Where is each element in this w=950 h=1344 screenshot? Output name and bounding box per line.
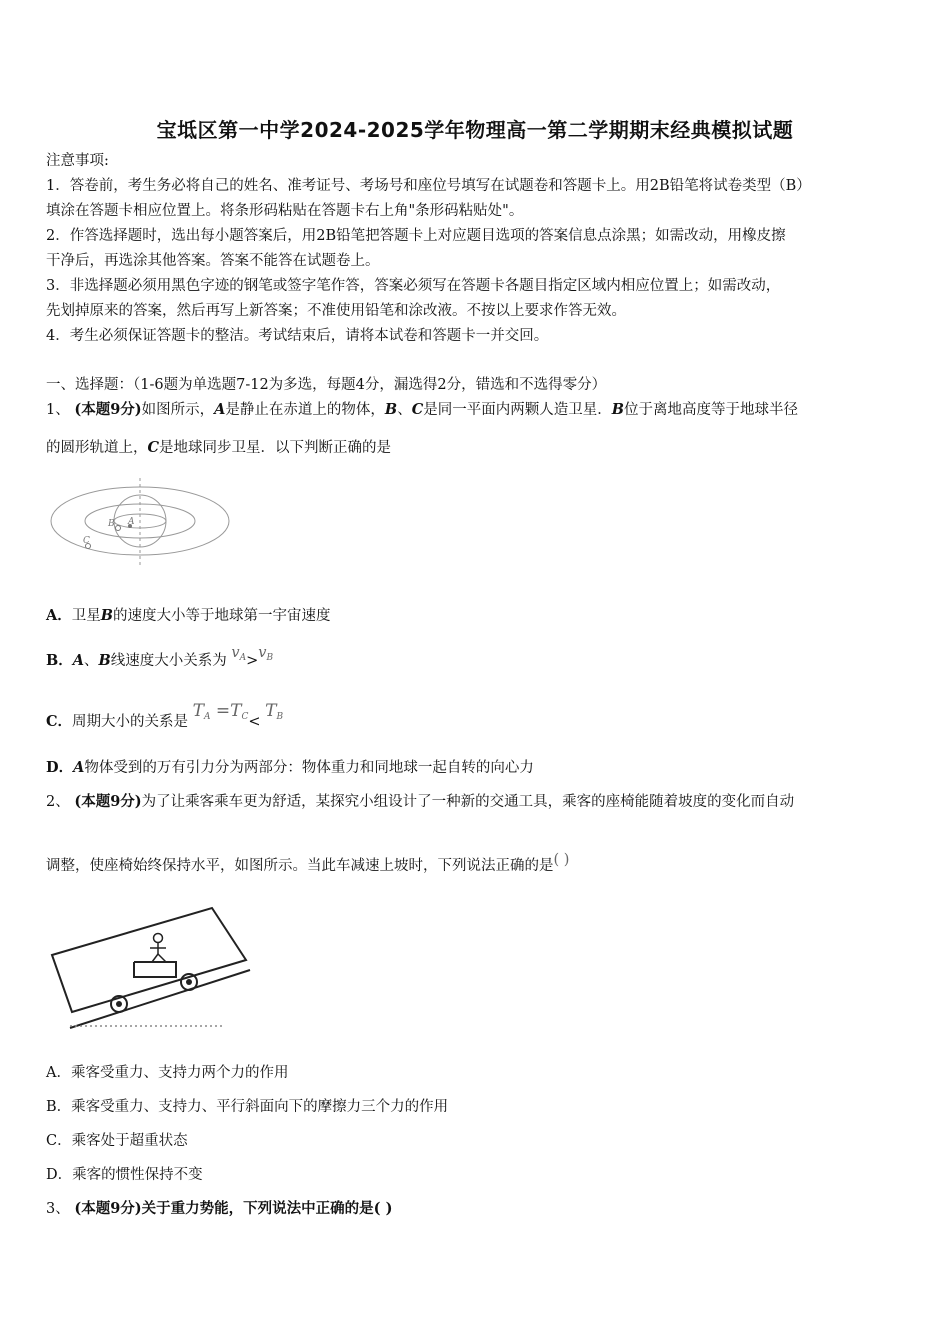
notice-item-4: 4．考生必须保证答题卡的整洁。考试结束后，请将本试卷和答题卡一并交回。	[46, 328, 549, 344]
formula-sub-a: A	[204, 712, 211, 722]
formula-sub-b: B	[266, 653, 274, 663]
q3-number: 3、	[46, 1201, 70, 1217]
seat	[134, 962, 176, 977]
q1-text: 是地球同步卫星．以下判断正确的是	[159, 440, 392, 456]
formula-v: v	[258, 645, 267, 661]
q2-score: (本题9分)	[74, 793, 142, 810]
point-b-marker	[116, 526, 121, 531]
wheel-rear-hub	[116, 1001, 122, 1007]
q2-option-b[interactable]: B．乘客受重力、支持力、平行斜面向下的摩擦力三个力的作用	[46, 1099, 449, 1115]
option-label: D．	[46, 759, 74, 776]
q2-stem-line1	[46, 793, 794, 811]
page-title: 宝坻区第一中学2024-2025学年物理高一第二学期期末经典模拟试题	[156, 118, 794, 142]
notice-heading: 注意事项:	[46, 153, 109, 169]
q1-var-b: B	[384, 401, 398, 418]
option-text: 卫星	[71, 608, 101, 624]
formula-sub-b: B	[276, 712, 284, 722]
wheel-front-hub	[186, 979, 192, 985]
label-b: B	[108, 519, 115, 529]
formula-lt: <	[248, 714, 261, 730]
q1-var-b: B	[611, 401, 624, 418]
orbit-diagram	[46, 476, 236, 572]
q1-option-d[interactable]	[46, 759, 534, 777]
formula-sub-c: C	[241, 712, 249, 722]
answer-paren: ( )	[553, 852, 570, 868]
q1-stem-line1	[46, 401, 798, 419]
q1-option-b[interactable]	[46, 645, 274, 675]
q1-text: 、	[397, 402, 412, 418]
q1-var-a: A	[214, 401, 226, 418]
q1-text: 如图所示，	[141, 402, 215, 418]
q1-option-c[interactable]	[46, 701, 284, 736]
q1-score: (本题9分)	[74, 401, 142, 418]
notice-item-3: 3．非选择题必须用黑色字迹的钢笔或签字笔作答，答案必须写在答题卡各题目指定区域内相应位置上；如需改动，	[46, 278, 781, 294]
notice-item-2: 2．作答选择题时，选出每小题答案后，用2B铅笔把答题卡上对应题目选项的答案信息点涂黑；如需改动，用橡皮擦	[46, 228, 786, 244]
notice-item-2-cont: 干净后，再选涂其他答案。答案不能答在试题卷上。	[46, 253, 380, 269]
option-text: 线速度大小关系为	[110, 653, 227, 669]
q1-text: 位于离地高度等于地球半径	[624, 402, 798, 418]
formula-v-relation	[258, 644, 273, 667]
formula-sub-a: A	[239, 653, 247, 663]
q1-option-a[interactable]	[46, 607, 331, 625]
formula-eq: =	[215, 701, 231, 721]
vehicle-diagram	[46, 900, 256, 1036]
passenger-figure	[150, 934, 166, 963]
q2-text: 调整，使座椅始终保持水平，如图所示。当此车减速上坡时，下列说法正确的是	[46, 858, 554, 874]
q2-stem-line2	[46, 852, 570, 875]
option-text: 、	[84, 653, 99, 669]
q1-var-b: B	[100, 607, 114, 624]
option-label: C．	[46, 713, 73, 730]
formula-gt: >	[246, 653, 259, 669]
formula-t-relation	[265, 702, 283, 726]
q1-var-c: C	[147, 439, 160, 456]
slope-line	[70, 970, 250, 1028]
q1-text: 是静止在赤道上的物体，	[225, 402, 385, 418]
formula-v: v	[231, 645, 240, 661]
label-a: A	[128, 517, 135, 527]
q3-text: 关于重力势能，下列说法中正确的是( )	[141, 1200, 393, 1217]
option-text: 周期大小的关系是	[72, 714, 189, 730]
q1-text: 是同一平面内两颗人造卫星．	[423, 402, 612, 418]
formula-v-relation	[231, 644, 246, 667]
notice-item-3-cont: 先划掉原来的答案，然后再写上新答案；不准使用铅笔和涂改液。不按以上要求作答无效。	[46, 303, 626, 319]
q2-option-d[interactable]: D．乘客的惯性保持不变	[46, 1167, 203, 1183]
q2-number: 2、	[46, 794, 70, 810]
option-label: A．	[46, 607, 72, 624]
section-heading: 一、选择题：（1-6题为单选题7-12为多选，每题4分，漏选得2分，错选和不选得零分）	[46, 377, 607, 393]
notice-item-1-cont: 填涂在答题卡相应位置上。将条形码粘贴在答题卡右上角"条形码粘贴处"。	[46, 203, 524, 219]
q1-var-c: C	[411, 401, 424, 418]
formula-t: T	[192, 701, 204, 721]
q1-var-a: A	[72, 652, 85, 669]
notice-item-1: 1．答卷前，考生务必将自己的姓名、准考证号、考场号和座位号填写在试题卷和答题卡上。用2B铅笔将试卷类型（B）	[46, 178, 811, 194]
option-text: 物体受到的万有引力分为两部分：物体重力和同地球一起自转的向心力	[84, 760, 534, 776]
q1-stem-line2	[46, 439, 391, 457]
formula-t-relation	[193, 702, 249, 726]
q2-text: 为了让乘客乘车更为舒适，某探究小组设计了一种新的交通工具，乘客的座椅能随着坡度的变化而自动	[141, 794, 795, 810]
q1-var-a: A	[73, 759, 85, 776]
option-label: B．	[46, 652, 73, 669]
q1-number: 1、	[46, 402, 70, 418]
q2-option-a[interactable]: A．乘客受重力、支持力两个力的作用	[46, 1065, 289, 1081]
q1-var-b: B	[98, 652, 111, 669]
formula-t: T	[230, 701, 242, 721]
q1-text: 的圆形轨道上，	[46, 440, 148, 456]
q3-stem-line1	[46, 1200, 392, 1218]
q3-score: (本题9分)	[74, 1200, 142, 1217]
formula-t: T	[265, 701, 277, 721]
q2-option-c[interactable]: C．乘客处于超重状态	[46, 1133, 188, 1149]
vehicle-body	[52, 908, 246, 1012]
label-c: C	[83, 536, 90, 546]
option-text: 的速度大小等于地球第一宇宙速度	[113, 608, 331, 624]
